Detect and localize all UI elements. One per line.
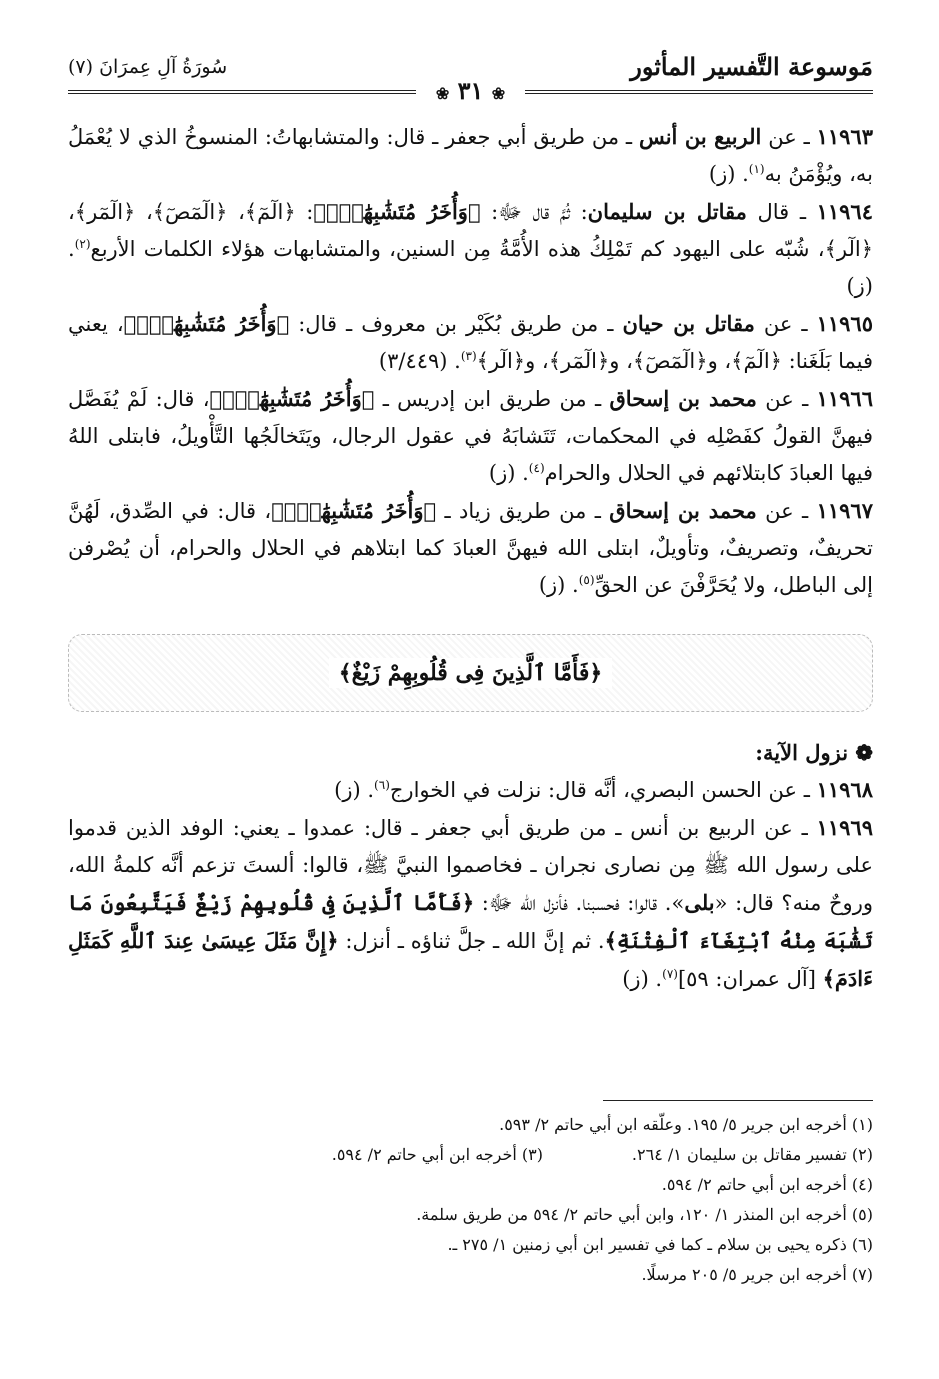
footnote-2: (٢) تفسير مقاتل بن سليمان ١/ ٢٦٤. <box>631 1145 873 1164</box>
footnote-3: (٣) أخرجه ابن أبي حاتم ٢/ ٥٩٤. <box>331 1145 543 1164</box>
entry-number: ١١٩٦٥ <box>816 311 873 336</box>
footnote-6: (٦) ذكره يحيى بن سلام ـ كما في تفسير ابن أبي زمنين ١/ ٢٧٥ ـ. <box>447 1235 873 1254</box>
entry-text: ـ عن <box>756 387 817 411</box>
entry-number: ١١٩٦٨ <box>816 777 873 802</box>
entry-tail: . (ز) <box>334 778 375 802</box>
footnote-ref: (٤) <box>528 461 545 475</box>
entry-tail: . (٣/٤٤٩) <box>378 349 461 373</box>
ornament-icon: ❀ <box>491 84 506 103</box>
footnote-7: (٧) أخرجه ابن جرير ٥/ ٢٠٥ مرسلًا. <box>641 1265 873 1284</box>
quran-verse: ﴿وَأُخَرُ مُتَشَٰبِهَٰتٌۖ﴾ <box>123 311 290 336</box>
quran-verse: ﴿وَأُخَرُ مُتَشَٰبِهَٰتٌۖ﴾ <box>271 498 437 523</box>
entry-number: ١١٩٦٣ <box>816 124 873 149</box>
entry-text: ـ من طريق ابن إدريس ـ <box>374 387 610 411</box>
entry-11965 <box>68 305 873 380</box>
entry-tail: . (ز) <box>622 967 663 991</box>
quran-verse: ﴿فَأَمَّا ٱلَّذِينَ فِى قُلُوبِهِمْ زَيْغٌ فَيَتَّبِعُونَ مَا تَشَٰبَهَ مِنْهُ ٱبْتِغَآءَ ٱلْفِتْنَةِ﴾ <box>68 890 873 953</box>
entry-text: ـ من طريق أبي جعفر ـ قال: والمتشابهاتُ: المنسوخُ الذي لا يُعْمَلُ به، ويُؤْمَنُ به <box>68 125 873 186</box>
entry-tail: . (ز) <box>68 237 873 298</box>
entry-tail: . (ز) <box>538 573 579 597</box>
entry-11967 <box>68 492 873 604</box>
narrator-name: الربيع بن أنس <box>638 124 762 149</box>
page-number: ٣١ <box>457 76 484 105</box>
entry-tail: . (ز) <box>708 162 749 186</box>
entry-text: ، يعني فيما بَلَغَنا: ﴿الٓمٓ﴾، و﴿الٓمٓصٓ﴾، و﴿الٓمٓر﴾، و﴿الٓر﴾ <box>68 312 873 373</box>
verse-box <box>68 634 873 712</box>
book-title: مَوسوعة التَّفسير المأثور <box>630 52 873 81</box>
entry-text: ـ قال <box>746 200 817 224</box>
entry-text: : ﴿الٓمٓ﴾، ﴿الٓمٓصٓ﴾، ﴿الٓمٓر﴾، ﴿الٓر﴾، شُبّه على اليهود كم تَمْلِكُ هذه الأُمَّةُ مِن السنين، والمتشابهات هؤلاء الكلمات الأربع <box>68 200 873 261</box>
section-title <box>68 734 873 771</box>
verse-reference: [آل عمران: ٥٩] <box>677 967 823 991</box>
entry-text: : ثُمَّ قال ﷻ: <box>480 200 588 224</box>
quran-verse: ﴿إِنَّ مَثَلَ عِيسَىٰ عِندَ ٱللَّهِ كَمَثَلِ ءَادَمَ﴾ <box>68 928 873 991</box>
quran-verse: ﴿وَأُخَرُ مُتَشَٰبِهَٰتٌۖ﴾ <box>313 199 481 224</box>
flower-icon: ❁ <box>855 740 873 765</box>
entry-text: ـ عن الحسن البصري، أنَّه قال: نزلت في الخوارج <box>389 778 817 802</box>
footnotes <box>68 1110 873 1290</box>
entry-11966 <box>68 380 873 492</box>
bold-word: بلى <box>684 890 715 915</box>
footnote-ref: (٢) <box>74 237 91 251</box>
narrator-name: محمد بن إسحاق <box>609 498 757 523</box>
footnote-5: (٥) أخرجه ابن المنذر ١/ ١٢٠، وابن أبي حاتم ٢/ ٥٩٤ من طريق سلمة. <box>416 1205 873 1224</box>
entry-text: ، قال: لَمْ يُفَصَّل فيهنَّ القولُ كفَصْلِه في المحكمات، تَتَشابَهُ في عقول الرجال، ويَتَخالَجُها التَّأْويلُ، فابتلى اللهُ فيها العبادَ كابتلائهم في الحلال والحرام <box>68 387 873 485</box>
footnote-ref: (٦) <box>374 778 390 792</box>
entry-text: ـ عن <box>754 312 817 336</box>
surah-title: سُورَةُ آلِ عِمرَانَ (٧) <box>68 56 228 78</box>
footnote-pair <box>68 1140 873 1170</box>
entry-text: . ثم إنَّ الله ـ جلَّ ثناؤه ـ أنزل: <box>338 929 605 953</box>
quran-verse: ﴿وَأُخَرُ مُتَشَٰبِهَٰتٌۖ﴾ <box>209 386 375 411</box>
entry-text: ـ عن <box>761 125 817 149</box>
page-number-group <box>428 76 513 105</box>
narrator-name: محمد بن إسحاق <box>609 386 757 411</box>
entry-11963 <box>68 118 873 193</box>
entry-tail: . (ز) <box>488 461 529 485</box>
main-text <box>68 118 873 998</box>
entry-text: ، قال: في الصِّدق، لَهُنَّ تحريفٌ، وتصريفٌ، وتأويلٌ، ابتلى الله فيهنَّ العبادَ كما ابتلاهم في الحلال والحرام، أن يُصْرفن إلى الباطل، ولا يُحَرَّفْنَ عن الحقِّ <box>68 499 873 597</box>
entry-number: ١١٩٦٦ <box>816 386 873 411</box>
entry-text: ». قالوا: فحسبنا. فأنزل الله ﷻ: <box>474 891 685 915</box>
entry-text: ـ عن الربيع بن أنس ـ من طريق أبي جعفر ـ قال: عمدوا ـ يعني: الوفد الذين قدموا على رسول الله ﷺ مِن نصارى نجران ـ فخاصموا النبيَّ ﷺ، قالوا: ألستَ تزعم أنَّه كلمةُ الله، وروحٌ منه؟ قال: « <box>68 816 873 915</box>
footnote-ref: (٧) <box>662 967 678 981</box>
footnote-4: (٤) أخرجه ابن أبي حاتم ٢/ ٥٩٤. <box>661 1175 873 1194</box>
header-rule-left <box>68 90 416 94</box>
box-verse-text: ﴿فَأَمَّا ٱلَّذِينَ فِى قُلُوبِهِمْ زَيْغٌ﴾ <box>329 658 613 688</box>
entry-11968 <box>68 771 873 809</box>
entry-text: ـ من طريق بُكَيْر بن معروف ـ قال: <box>289 312 623 336</box>
entry-text: ـ من طريق زياد ـ <box>436 499 610 523</box>
page-header <box>68 52 873 108</box>
narrator-name: مقاتل بن حيان <box>622 311 755 336</box>
entry-11969 <box>68 809 873 998</box>
footnote-1: (١) أخرجه ابن جرير ٥/ ١٩٥. وعلّقه ابن أبي حاتم ٢/ ٥٩٣. <box>499 1115 873 1134</box>
narrator-name: مقاتل بن سليمان <box>587 199 747 224</box>
footnote-ref: (١) <box>748 162 765 176</box>
entry-number: ١١٩٦٧ <box>816 498 873 523</box>
section-title-text: نزول الآية: <box>755 740 849 765</box>
footnote-rule <box>603 1100 873 1101</box>
entry-number: ١١٩٦٩ <box>816 815 873 840</box>
entry-number: ١١٩٦٤ <box>816 199 873 224</box>
ornament-icon: ❀ <box>435 84 450 103</box>
footnote-ref: (٣) <box>460 349 477 363</box>
footnote-ref: (٥) <box>578 573 595 587</box>
header-rule-right <box>525 90 873 94</box>
entry-11964 <box>68 193 873 305</box>
entry-text: ـ عن <box>756 499 817 523</box>
